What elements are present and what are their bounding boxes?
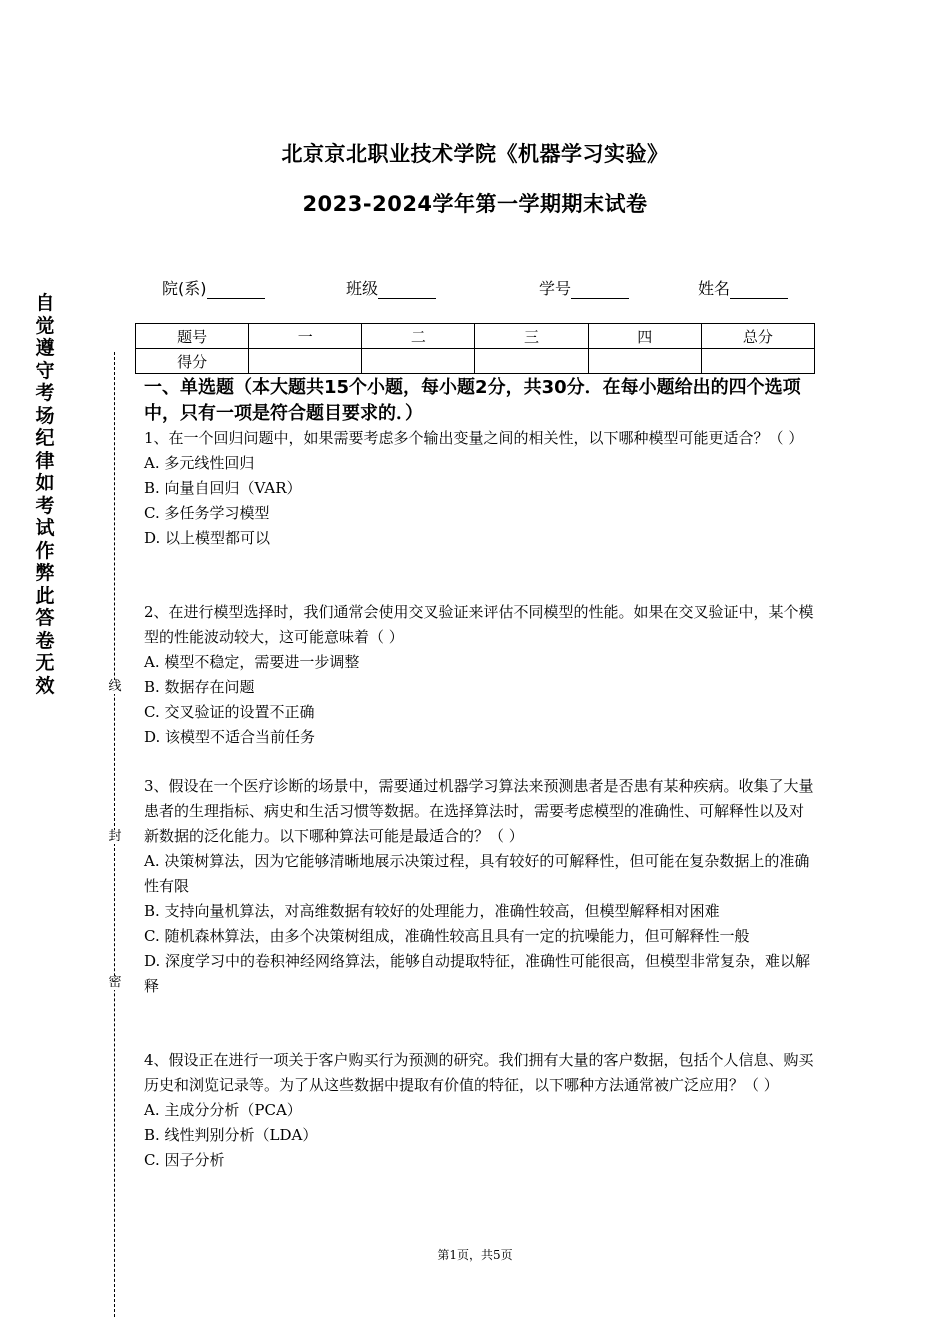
department-field bbox=[162, 276, 265, 299]
question-3 bbox=[144, 774, 814, 999]
score-header-cell: 二 bbox=[362, 324, 475, 349]
exam-title-line1: 北京京北职业技术学院《机器学习实验》 bbox=[281, 142, 669, 166]
class-field bbox=[346, 276, 436, 299]
option-b: B. 数据存在问题 bbox=[144, 678, 255, 696]
name-blank[interactable] bbox=[730, 282, 788, 299]
score-cell[interactable] bbox=[701, 349, 814, 374]
question-stem: 3、假设在一个医疗诊断的场景中，需要通过机器学习算法来预测患者是否患有某种疾病。收集了大量患者的生理指标、病史和生活习惯等数据。在选择算法时，需要考虑模型的准确性、可解释性以及对新数据的泛化能力。以下哪种算法可能是最适合的？（ ） bbox=[144, 777, 814, 845]
score-cell[interactable] bbox=[475, 349, 588, 374]
question-stem: 4、假设正在进行一项关于客户购买行为预测的研究。我们拥有大量的客户数据，包括个人信息、购买历史和浏览记录等。为了从这些数据中提取有价值的特征，以下哪种方法通常被广泛应用？（ ） bbox=[144, 1051, 814, 1094]
option-b: B. 线性判别分析（LDA） bbox=[144, 1126, 318, 1144]
score-header-cell: 四 bbox=[588, 324, 701, 349]
seal-mark-seal: 封 bbox=[108, 829, 122, 844]
class-blank[interactable] bbox=[378, 282, 436, 299]
question-1 bbox=[144, 426, 814, 551]
student-id-blank[interactable] bbox=[571, 282, 629, 299]
score-header-cell: 题号 bbox=[136, 324, 249, 349]
question-4 bbox=[144, 1048, 814, 1173]
score-cell[interactable] bbox=[362, 349, 475, 374]
side-notice: 自觉遵守考场纪律如考试作弊此答卷无效 bbox=[35, 292, 55, 697]
score-table-header-row bbox=[136, 324, 815, 349]
option-b: B. 支持向量机算法，对高维数据有较好的处理能力，准确性较高，但模型解释相对困难 bbox=[144, 902, 720, 920]
score-header-cell: 一 bbox=[249, 324, 362, 349]
option-a: A. 决策树算法，因为它能够清晰地展示决策过程，具有较好的可解释性，但可能在复杂数据上的准确性有限 bbox=[144, 852, 810, 895]
class-label: 班级 bbox=[346, 279, 379, 298]
question-2 bbox=[144, 600, 814, 750]
option-d: D. 该模型不适合当前任务 bbox=[144, 728, 316, 746]
score-table-score-row bbox=[136, 349, 815, 374]
option-a: A. 主成分分析（PCA） bbox=[144, 1101, 302, 1119]
page-footer: 第1页，共5页 bbox=[437, 1248, 513, 1262]
option-d: D. 深度学习中的卷积神经网络算法，能够自动提取特征，准确性可能很高，但模型非常复杂，难以解释 bbox=[144, 952, 811, 995]
student-id-field bbox=[539, 276, 629, 299]
seal-mark-secret: 密 bbox=[108, 975, 122, 990]
student-id-label: 学号 bbox=[539, 279, 572, 298]
score-header-cell: 总分 bbox=[701, 324, 814, 349]
question-stem: 2、在进行模型选择时，我们通常会使用交叉验证来评估不同模型的性能。如果在交叉验证中，某个模型的性能波动较大，这可能意味着（ ） bbox=[144, 603, 814, 646]
score-row-label: 得分 bbox=[136, 349, 249, 374]
department-blank[interactable] bbox=[207, 282, 265, 299]
score-table bbox=[135, 323, 815, 374]
option-a: A. 多元线性回归 bbox=[144, 454, 255, 472]
department-label: 院(系) bbox=[162, 279, 207, 298]
option-d: D. 以上模型都可以 bbox=[144, 529, 271, 547]
option-b: B. 向量自回归（VAR） bbox=[144, 479, 302, 497]
score-header-cell: 三 bbox=[475, 324, 588, 349]
option-c: C. 因子分析 bbox=[144, 1151, 225, 1169]
question-stem: 1、在一个回归问题中，如果需要考虑多个输出变量之间的相关性，以下哪种模型可能更适合？（ ） bbox=[144, 429, 804, 447]
name-field bbox=[698, 276, 788, 299]
score-cell[interactable] bbox=[249, 349, 362, 374]
section-heading: 一、单选题（本大题共15个小题，每小题2分，共30分．在每小题给出的四个选项中，只有一项是符合题目要求的．） bbox=[144, 377, 801, 424]
seal-mark-line: 线 bbox=[108, 679, 122, 694]
option-c: C. 随机森林算法，由多个决策树组成，准确性较高且具有一定的抗噪能力，但可解释性一般 bbox=[144, 927, 750, 945]
name-label: 姓名 bbox=[698, 279, 731, 298]
option-c: C. 多任务学习模型 bbox=[144, 504, 270, 522]
score-cell[interactable] bbox=[588, 349, 701, 374]
option-c: C. 交叉验证的设置不正确 bbox=[144, 703, 315, 721]
exam-title-line2: 2023-2024学年第一学期期末试卷 bbox=[302, 192, 648, 216]
option-a: A. 模型不稳定，需要进一步调整 bbox=[144, 653, 360, 671]
